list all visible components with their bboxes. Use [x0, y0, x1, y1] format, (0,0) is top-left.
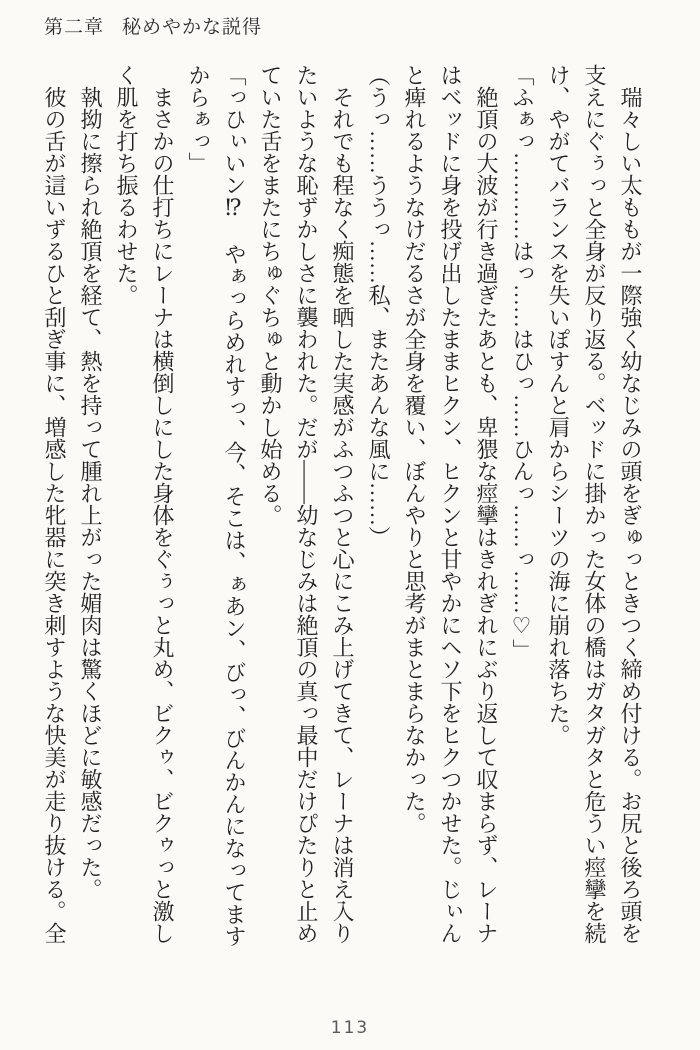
paragraph-narration: 絶頂の大波が行き過ぎたあとも、卑猥な痙攣はきれぎれにぶり返して収まらず、レーナはベッドに身を投げ出したままヒクン、ヒクンと甘やかにヘソ下をヒクつかせた。じぃんと痺れるようなけだるさが全身を覆い、ぼんやりと思考がまとまらなかった。: [402, 64, 499, 944]
paragraph-narration: まさかの仕打ちにレーナは横倒しにした身体をぐぅっと丸め、ビクゥ、ビクゥっと激しく肌を打ち振るわせた。: [114, 64, 175, 944]
paragraph-thought: （うっ……ううっ……私、またあんな風に……）: [366, 64, 391, 548]
paragraph-narration: 彼の舌が這いずるひと刮ぎ事に、増感した牝器に突き刺すような快美が走り抜ける。全: [42, 86, 67, 944]
main-text: [36, 64, 648, 956]
paragraph-dialogue: 「っひぃいン⁉ やぁっらめれすっ、今、そこは、ぁあン、びっ、びんかんになってますからぁっ」: [186, 64, 247, 947]
paragraph-narration: 瑞々しい太ももが一際強く幼なじみの頭をぎゅっときつく締め付ける。お尻と後ろ頭を支えにぐぅっと全身が反り返る。ベッドに掛かった女体の橋はガタガタと危うい痙攣を続け、やがてバランスを失いぽすんと肩からシーツの海に崩れ落ちた。: [546, 64, 643, 944]
paragraph-narration: 執拗に擦られ絶頂を経て、熱を持って腫れ上がった媚肉は驚くほどに敏感だった。: [78, 86, 103, 900]
running-head: [44, 12, 262, 39]
page-number: 113: [330, 1018, 370, 1038]
paragraph-dialogue: 「ふぁっ…………はっ……はひっ……ひんっ……っ……♡」: [510, 64, 535, 661]
chapter-title: 秘めやかな説得: [122, 17, 263, 38]
chapter-number: 第二章: [44, 17, 105, 38]
paragraph-narration: それでも程なく痴態を晒した実感がふつふつと心にこみ上げてきて、レーナは消え入りたいような恥ずかしさに襲われた。だが――幼なじみは絶頂の真っ最中だけぴたりと止めていた舌をまたにちゅぐちゅと動かし始める。: [258, 64, 355, 944]
